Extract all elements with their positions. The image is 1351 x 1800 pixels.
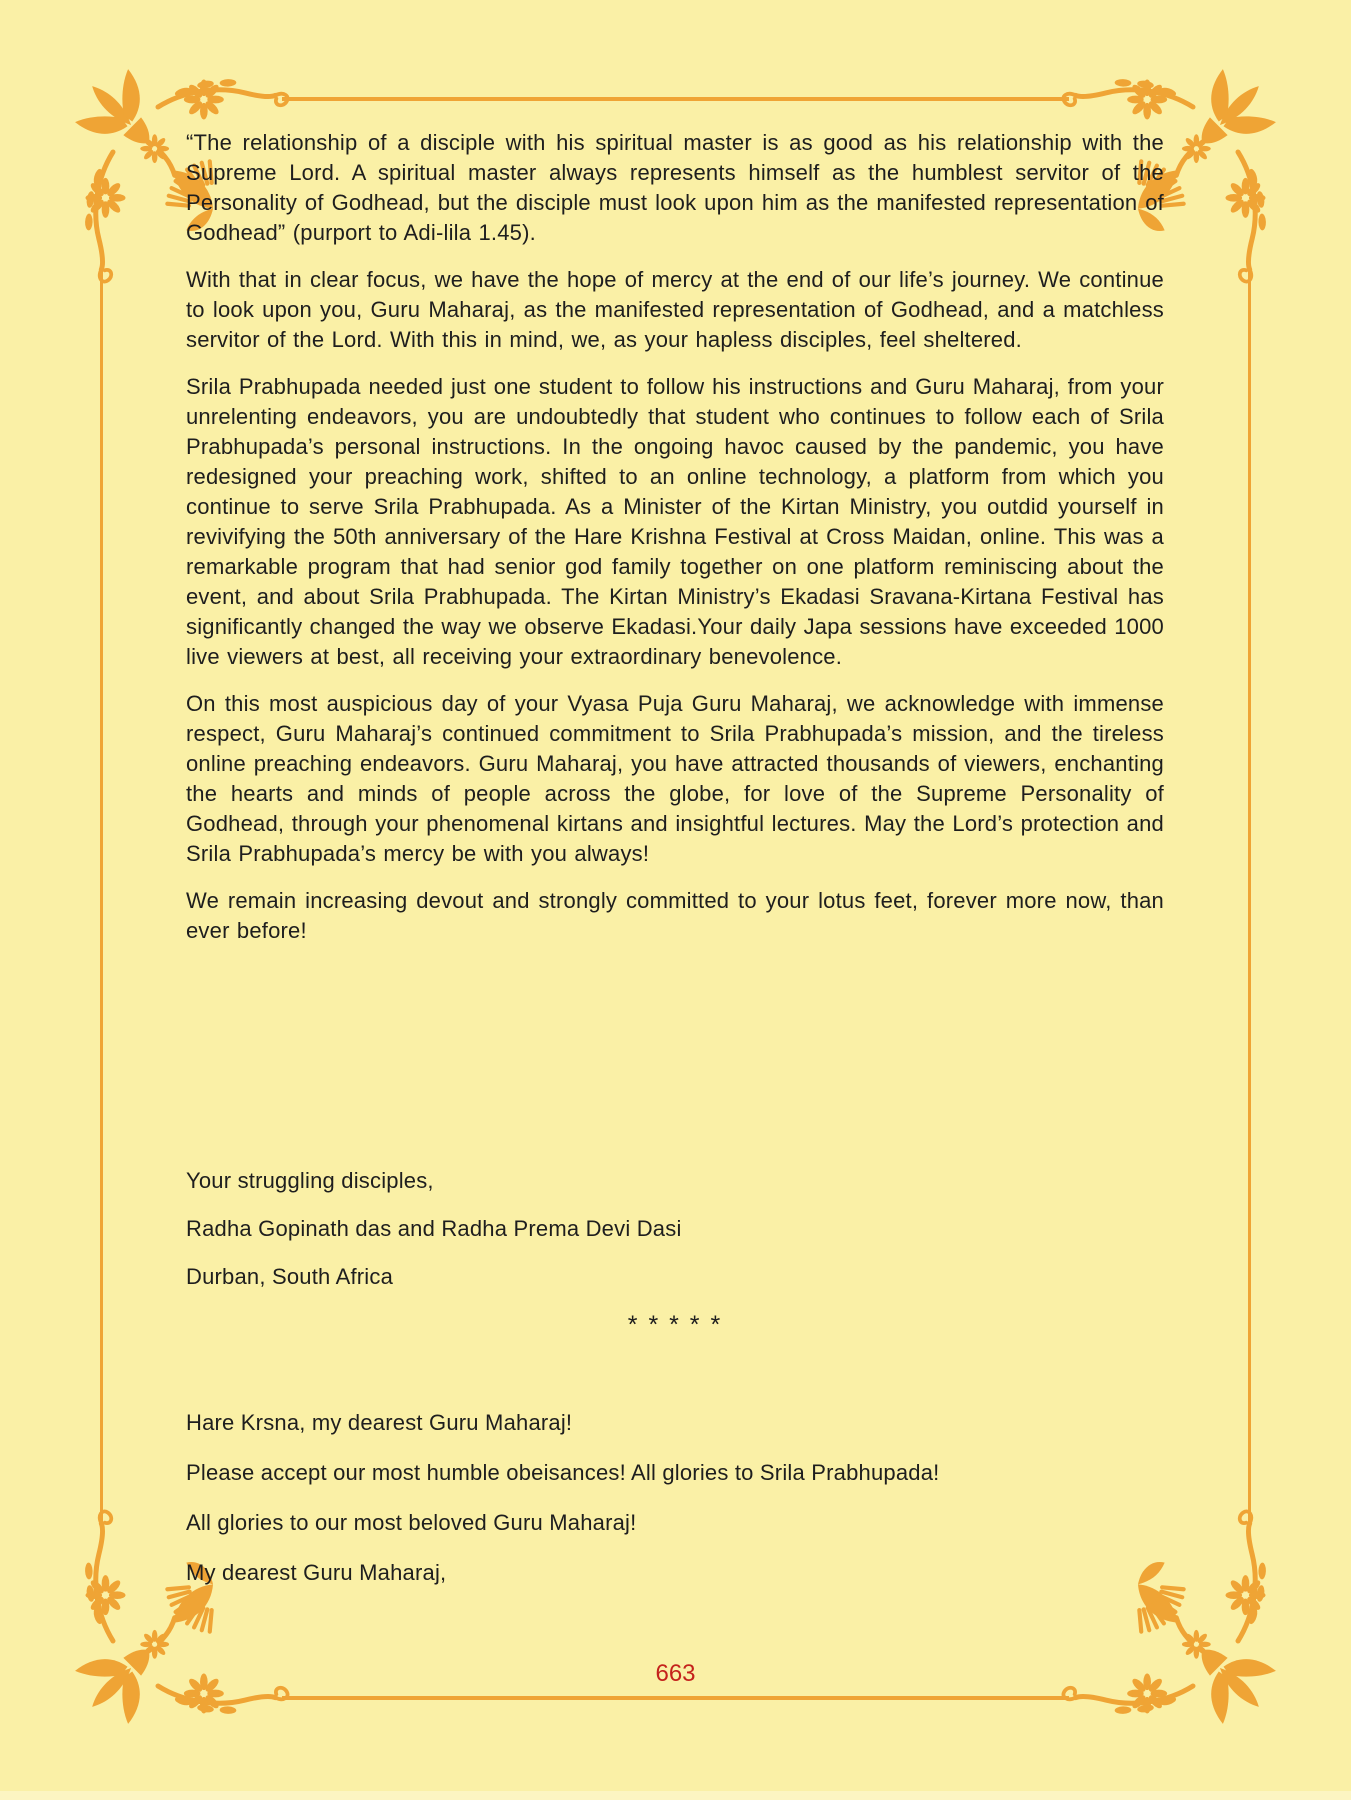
letter-body [186, 128, 1164, 963]
signature-line: Radha Gopinath das and Radha Prema Devi Dasi [186, 1216, 682, 1241]
closing-line: Hare Krsna, my dearest Guru Maharaj! [186, 1410, 573, 1435]
letter-paragraph: With that in clear focus, we have the hope of mercy at the end of our life’s journey. We continue to look upon you, Guru Maharaj, as the manifested representation of Godhead, and a matchless servitor of the Lord. With this in mind, we, as your hapless disciples, feel sheltered. [186, 267, 1164, 352]
next-letter-opening [186, 1408, 1164, 1608]
border-rule-top [282, 97, 1069, 101]
page-number: 663 [655, 1660, 696, 1687]
border-rule-right [1248, 266, 1251, 1523]
signature-line: Your struggling disciples, [186, 1168, 434, 1193]
border-rule-left [100, 266, 103, 1523]
letter-paragraph: On this most auspicious day of your Vyasa Puja Guru Maharaj, we acknowledge with immense respect, Guru Maharaj’s continued commitment to Srila Prabhupada’s mission, and the tireless online preaching endeavors. Guru Maharaj, you have attracted thousands of viewers, enchanting the hearts and minds of people across the globe, for love of the Supreme Personality of Godhead, through your phenomenal kirtans and insightful lectures. May the Lord’s protection and Srila Prabhupada’s mercy be with you always! [186, 691, 1164, 866]
closing-line: My dearest Guru Maharaj, [186, 1560, 447, 1585]
closing-line: All glories to our most beloved Guru Maharaj! [186, 1510, 637, 1535]
asterisk-separator: * * * * * [627, 1311, 723, 1339]
scan-edge [0, 1791, 1351, 1800]
letter-paragraph: Srila Prabhupada needed just one student to follow his instructions and Guru Maharaj, from your unrelenting endeavors, you are undoubtedly that student who continues to follow each of Srila Prabhupada’s personal instructions. In the ongoing havoc caused by the pandemic, you have redesigned your preaching work, shifted to an online technology, a platform from which you continue to serve Srila Prabhupada. As a Minister of the Kirtan Ministry, you outdid yourself in revivifying the 50th anniversary of the Hare Krishna Festival at Cross Maidan, online. This was a remarkable program that had senior god family together on one platform reminiscing about the event, and about Srila Prabhupada. The Kirtan Ministry’s Ekadasi Sravana-Kirtana Festival has significantly changed the way we observe Ekadasi.Your daily Japa sessions have exceeded 1000 live viewers at best, all receiving your extraordinary benevolence. [186, 374, 1164, 669]
letter-paragraph: “The relationship of a disciple with his spiritual master is as good as his relationship with the Supreme Lord. A spiritual master always represents himself as the humblest servitor of the Personality of Godhead, but the disciple must look upon him as the manifested representation of Godhead” (purport to Adi-lila 1.45). [186, 130, 1164, 245]
signature-block [186, 1166, 1164, 1340]
border-rule-bottom [282, 1696, 1069, 1700]
signature-line: Durban, South Africa [186, 1264, 394, 1289]
letter-paragraph: We remain increasing devout and strongly committed to your lotus feet, forever more now, than ever before! [186, 888, 1164, 943]
closing-line: Please accept our most humble obeisances! All glories to Srila Prabhupada! [186, 1460, 940, 1485]
